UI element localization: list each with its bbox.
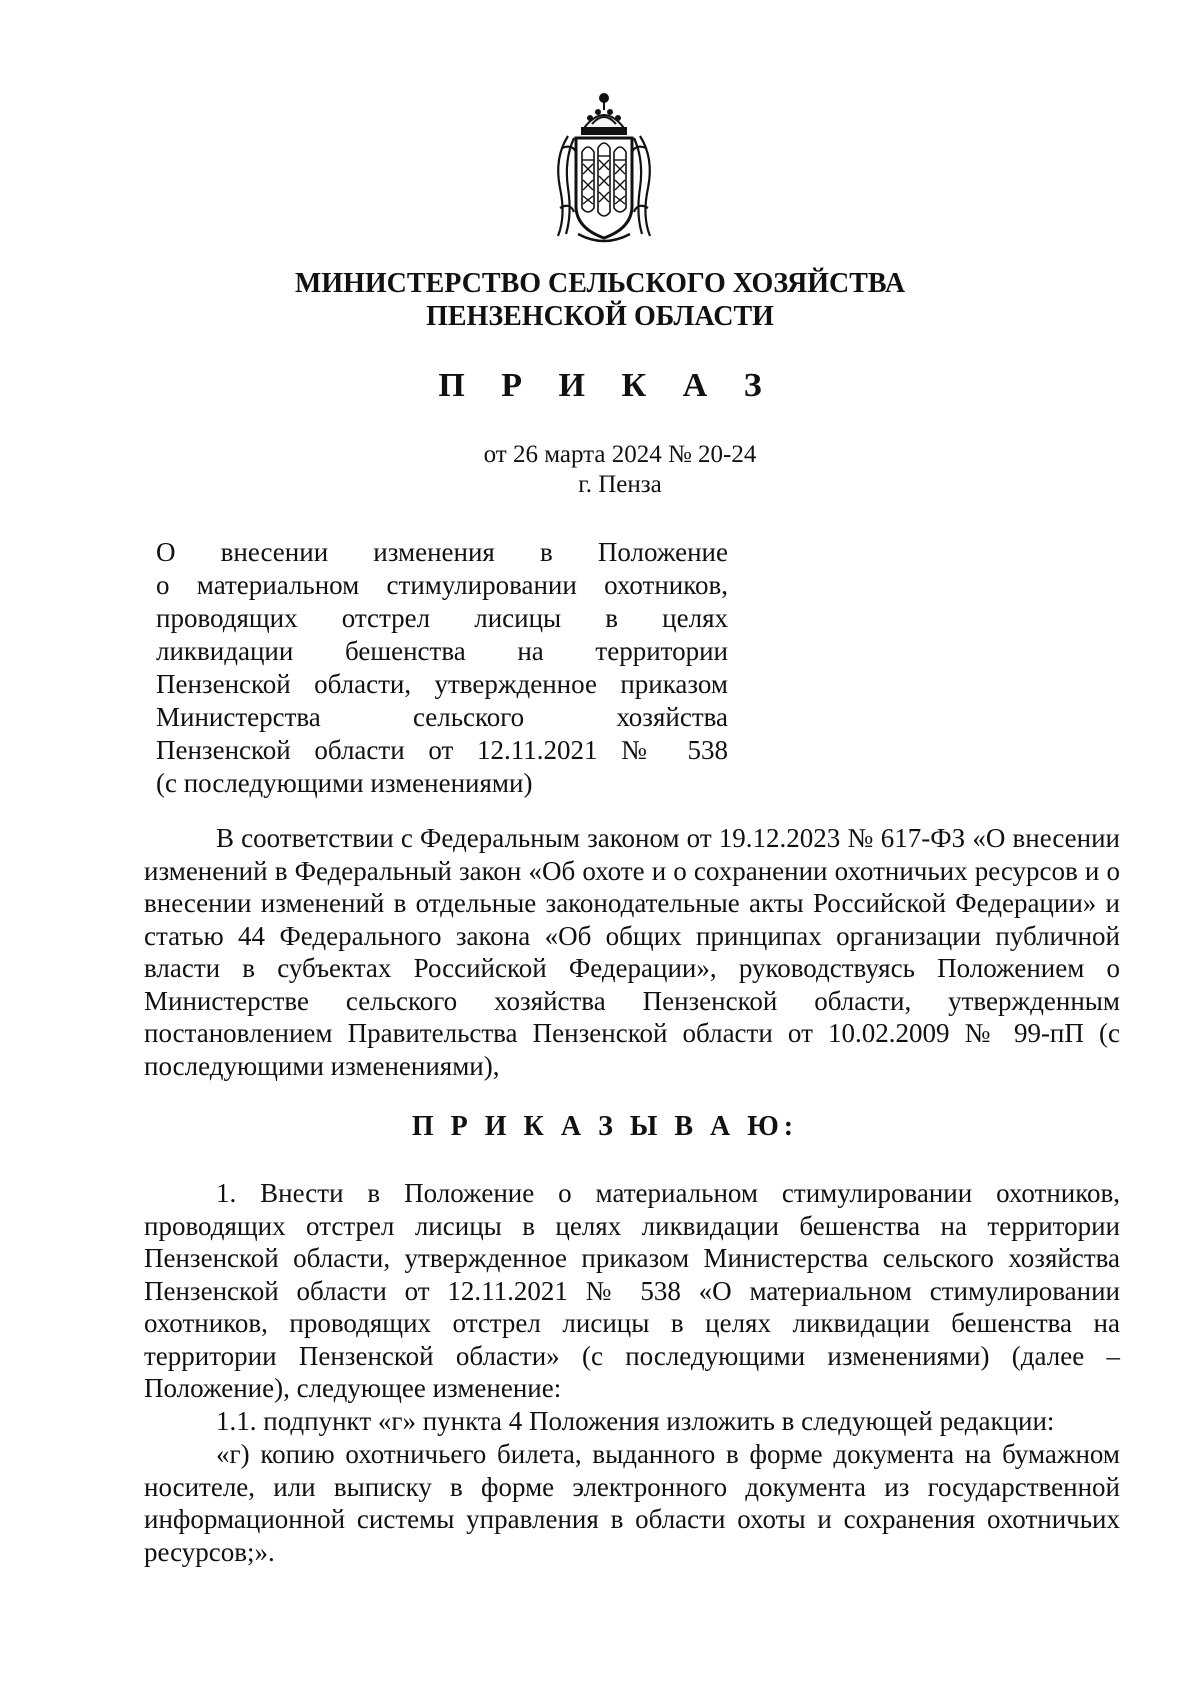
document-title-block bbox=[156, 536, 728, 800]
title-line: О внесении изменения в Положение bbox=[156, 537, 728, 567]
title-line: Министерства сельского хозяйства bbox=[156, 702, 728, 732]
title-line: (с последующими изменениями) bbox=[156, 768, 533, 798]
title-line: Пензенской области, утвержденное приказом bbox=[156, 669, 728, 699]
title-line: ликвидации бешенства на территории bbox=[156, 636, 728, 666]
document-type-heading: П Р И К А З bbox=[438, 367, 776, 404]
order-item-text: 1. Внести в Положение о материальном стимулировании охотников, проводящих отстрел лисицы в целях ликвидации бешенства на территории Пензенской области, утвержденное приказом Министерства сельского хозяйства Пензенской области от 12.11.2021 № 538 «О материальном стимулировании охотников, проводящих отстрел лисицы в целях ликвидации бешенства на территории Пензенской области» (с последующими изменениями) (далее – Положение), следующее изменение: bbox=[144, 1178, 1120, 1403]
document-city: г. Пенза bbox=[578, 471, 662, 498]
title-line: Пензенской области от 12.11.2021 № 538 bbox=[156, 735, 728, 765]
preamble-paragraph bbox=[144, 822, 1120, 1082]
order-item-quote bbox=[144, 1438, 1120, 1568]
ministry-name-line1: МИНИСТЕРСТВО СЕЛЬСКОГО ХОЗЯЙСТВА bbox=[294, 268, 906, 299]
document-date-number: от 26 марта 2024 № 20-24 bbox=[483, 441, 757, 468]
preamble-text: В соответствии с Федеральным законом от 19.12.2023 № 617-ФЗ «О внесении изменений в Федеральный закон «Об охоте и о сохранении охотничьих ресурсов и о внесении изменений в отдельные законодательные акты Российской Федерации» и статью 44 Федерального закона «Об общих принципах организации публичной власти в субъектах Российской Федерации», руководствуясь Положением о Министерстве сельского хозяйства Пензенской области, утвержденным постановлением Правительства Пензенской области от 10.02.2009 № 99-пП (с последующими изменениями), bbox=[144, 823, 1120, 1081]
order-item-text: 1.1. подпункт «г» пункта 4 Положения изложить в следующей редакции: bbox=[216, 1406, 1055, 1436]
order-item-1 bbox=[144, 1177, 1120, 1405]
order-item-text: «г) копию охотничьего билета, выданного в форме документа на бумажном носителе, или выписку в форме электронного документа из государственной информационной системы управления в области охоты и сохранения охотничьих ресурсов;». bbox=[144, 1439, 1120, 1567]
order-item-1-1 bbox=[144, 1405, 1120, 1438]
title-line: проводящих отстрел лисицы в целях bbox=[156, 603, 728, 633]
ministry-name-line2: ПЕНЗЕНСКОЙ ОБЛАСТИ bbox=[426, 301, 774, 332]
coat-of-arms-icon bbox=[548, 88, 660, 248]
title-line: о материальном стимулировании охотников, bbox=[156, 570, 728, 600]
order-heading: П Р И К А З Ы В А Ю: bbox=[411, 1111, 799, 1142]
